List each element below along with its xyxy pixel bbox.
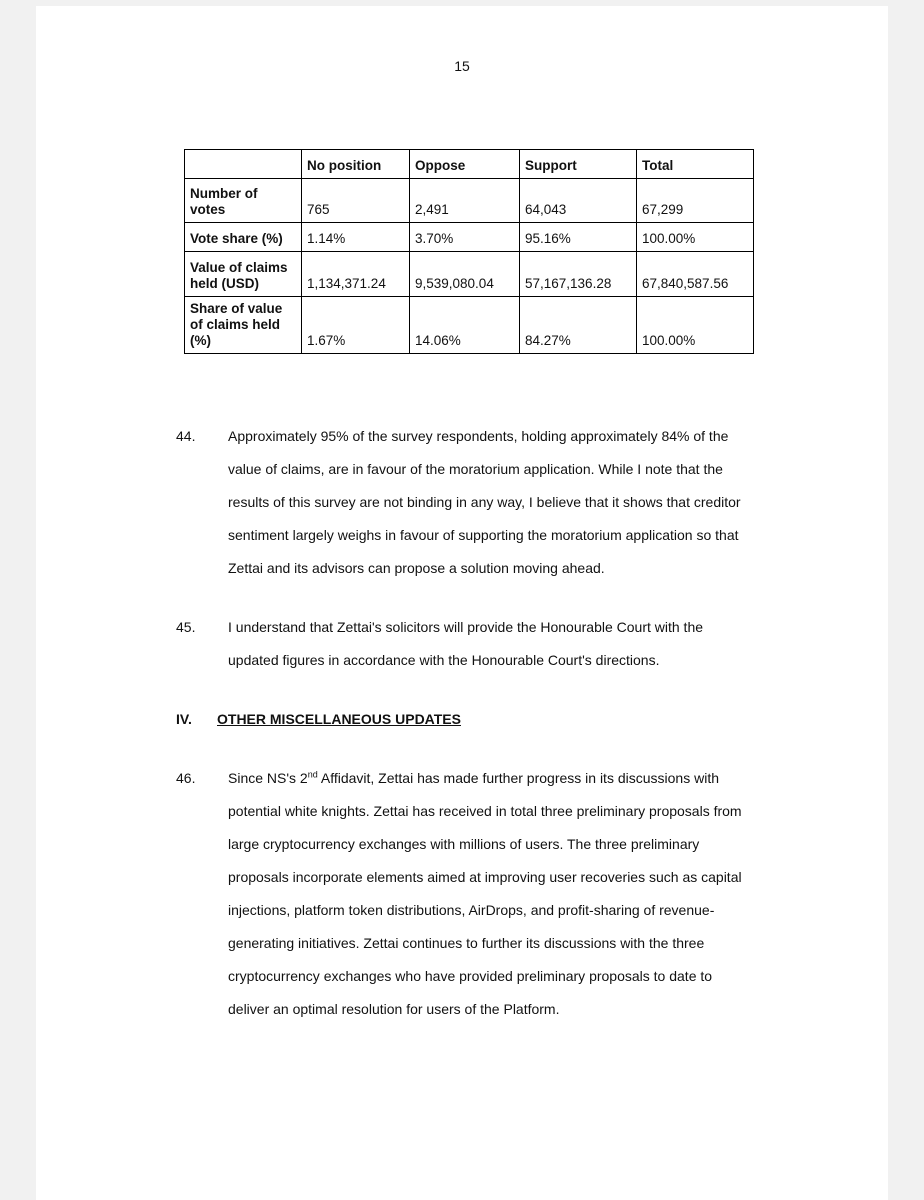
paragraph-text [228,770,746,1034]
table-cell: 100.00% [637,223,754,252]
text-line: large cryptocurrency exchanges with millions of users. The three preliminary [228,836,700,852]
table-cell: 14.06% [410,297,520,354]
paragraph-text [228,619,746,685]
table-cell: 64,043 [520,179,637,223]
row-label: Share of value of claims held (%) [185,297,302,354]
table-cell: 67,840,587.56 [637,252,754,297]
paragraph-number: 45. [176,619,196,635]
table-row [185,297,754,354]
table-cell: 765 [302,179,410,223]
table-cell: 9,539,080.04 [410,252,520,297]
table-header-cell: Total [637,150,754,179]
page-number: 15 [454,58,470,74]
text-line: Zettai and its advisors can propose a solution moving ahead. [228,560,605,576]
section-title: OTHER MISCELLANEOUS UPDATES [217,711,461,727]
table-cell: 67,299 [637,179,754,223]
text-line: cryptocurrency exchanges who have provided preliminary proposals to date to [228,968,713,984]
row-label: Vote share (%) [185,223,302,252]
document-page [36,6,888,1200]
table-cell: 57,167,136.28 [520,252,637,297]
section-numeral: IV. [176,711,192,727]
text-line: deliver an optimal resolution for users of the Platform. [228,1001,560,1017]
table-header-row [185,150,754,179]
text-line: results of this survey are not binding in any way, I believe that it shows that creditor [228,494,741,510]
text-line: Approximately 95% of the survey respondents, holding approximately 84% of the [228,428,729,444]
row-label: Value of claims held (USD) [185,252,302,297]
table-row [185,179,754,223]
text-line: injections, platform token distributions, AirDrops, and profit-sharing of revenue- [228,902,715,918]
text-line: I understand that Zettai's solicitors will provide the Honourable Court with the [228,619,704,635]
table-header-cell: No position [302,150,410,179]
vote-results-table [184,149,754,354]
paragraph-number: 46. [176,770,196,786]
table-row [185,252,754,297]
text-line: Since NS's 2nd Affidavit, Zettai has made further progress in its discussions with [228,769,719,786]
paragraph-number: 44. [176,428,196,444]
text-line: generating initiatives. Zettai continues to further its discussions with the three [228,935,705,951]
table-cell: 84.27% [520,297,637,354]
table-header-cell: Support [520,150,637,179]
text-line: updated figures in accordance with the Honourable Court's directions. [228,652,660,668]
table-cell: 1,134,371.24 [302,252,410,297]
table-cell: 1.14% [302,223,410,252]
text-line: sentiment largely weighs in favour of supporting the moratorium application so that [228,527,739,543]
text-line: potential white knights. Zettai has received in total three preliminary proposals from [228,803,742,819]
table-cell: 2,491 [410,179,520,223]
table-header-cell [185,150,302,179]
table-row [185,223,754,252]
paragraph-text [228,428,746,593]
table-cell: 3.70% [410,223,520,252]
text-line: proposals incorporate elements aimed at improving user recoveries such as capital [228,869,742,885]
table-cell: 95.16% [520,223,637,252]
table-cell: 100.00% [637,297,754,354]
table-header-cell: Oppose [410,150,520,179]
text-line: value of claims, are in favour of the moratorium application. While I note that the [228,461,723,477]
row-label: Number of votes [185,179,302,223]
table-cell: 1.67% [302,297,410,354]
